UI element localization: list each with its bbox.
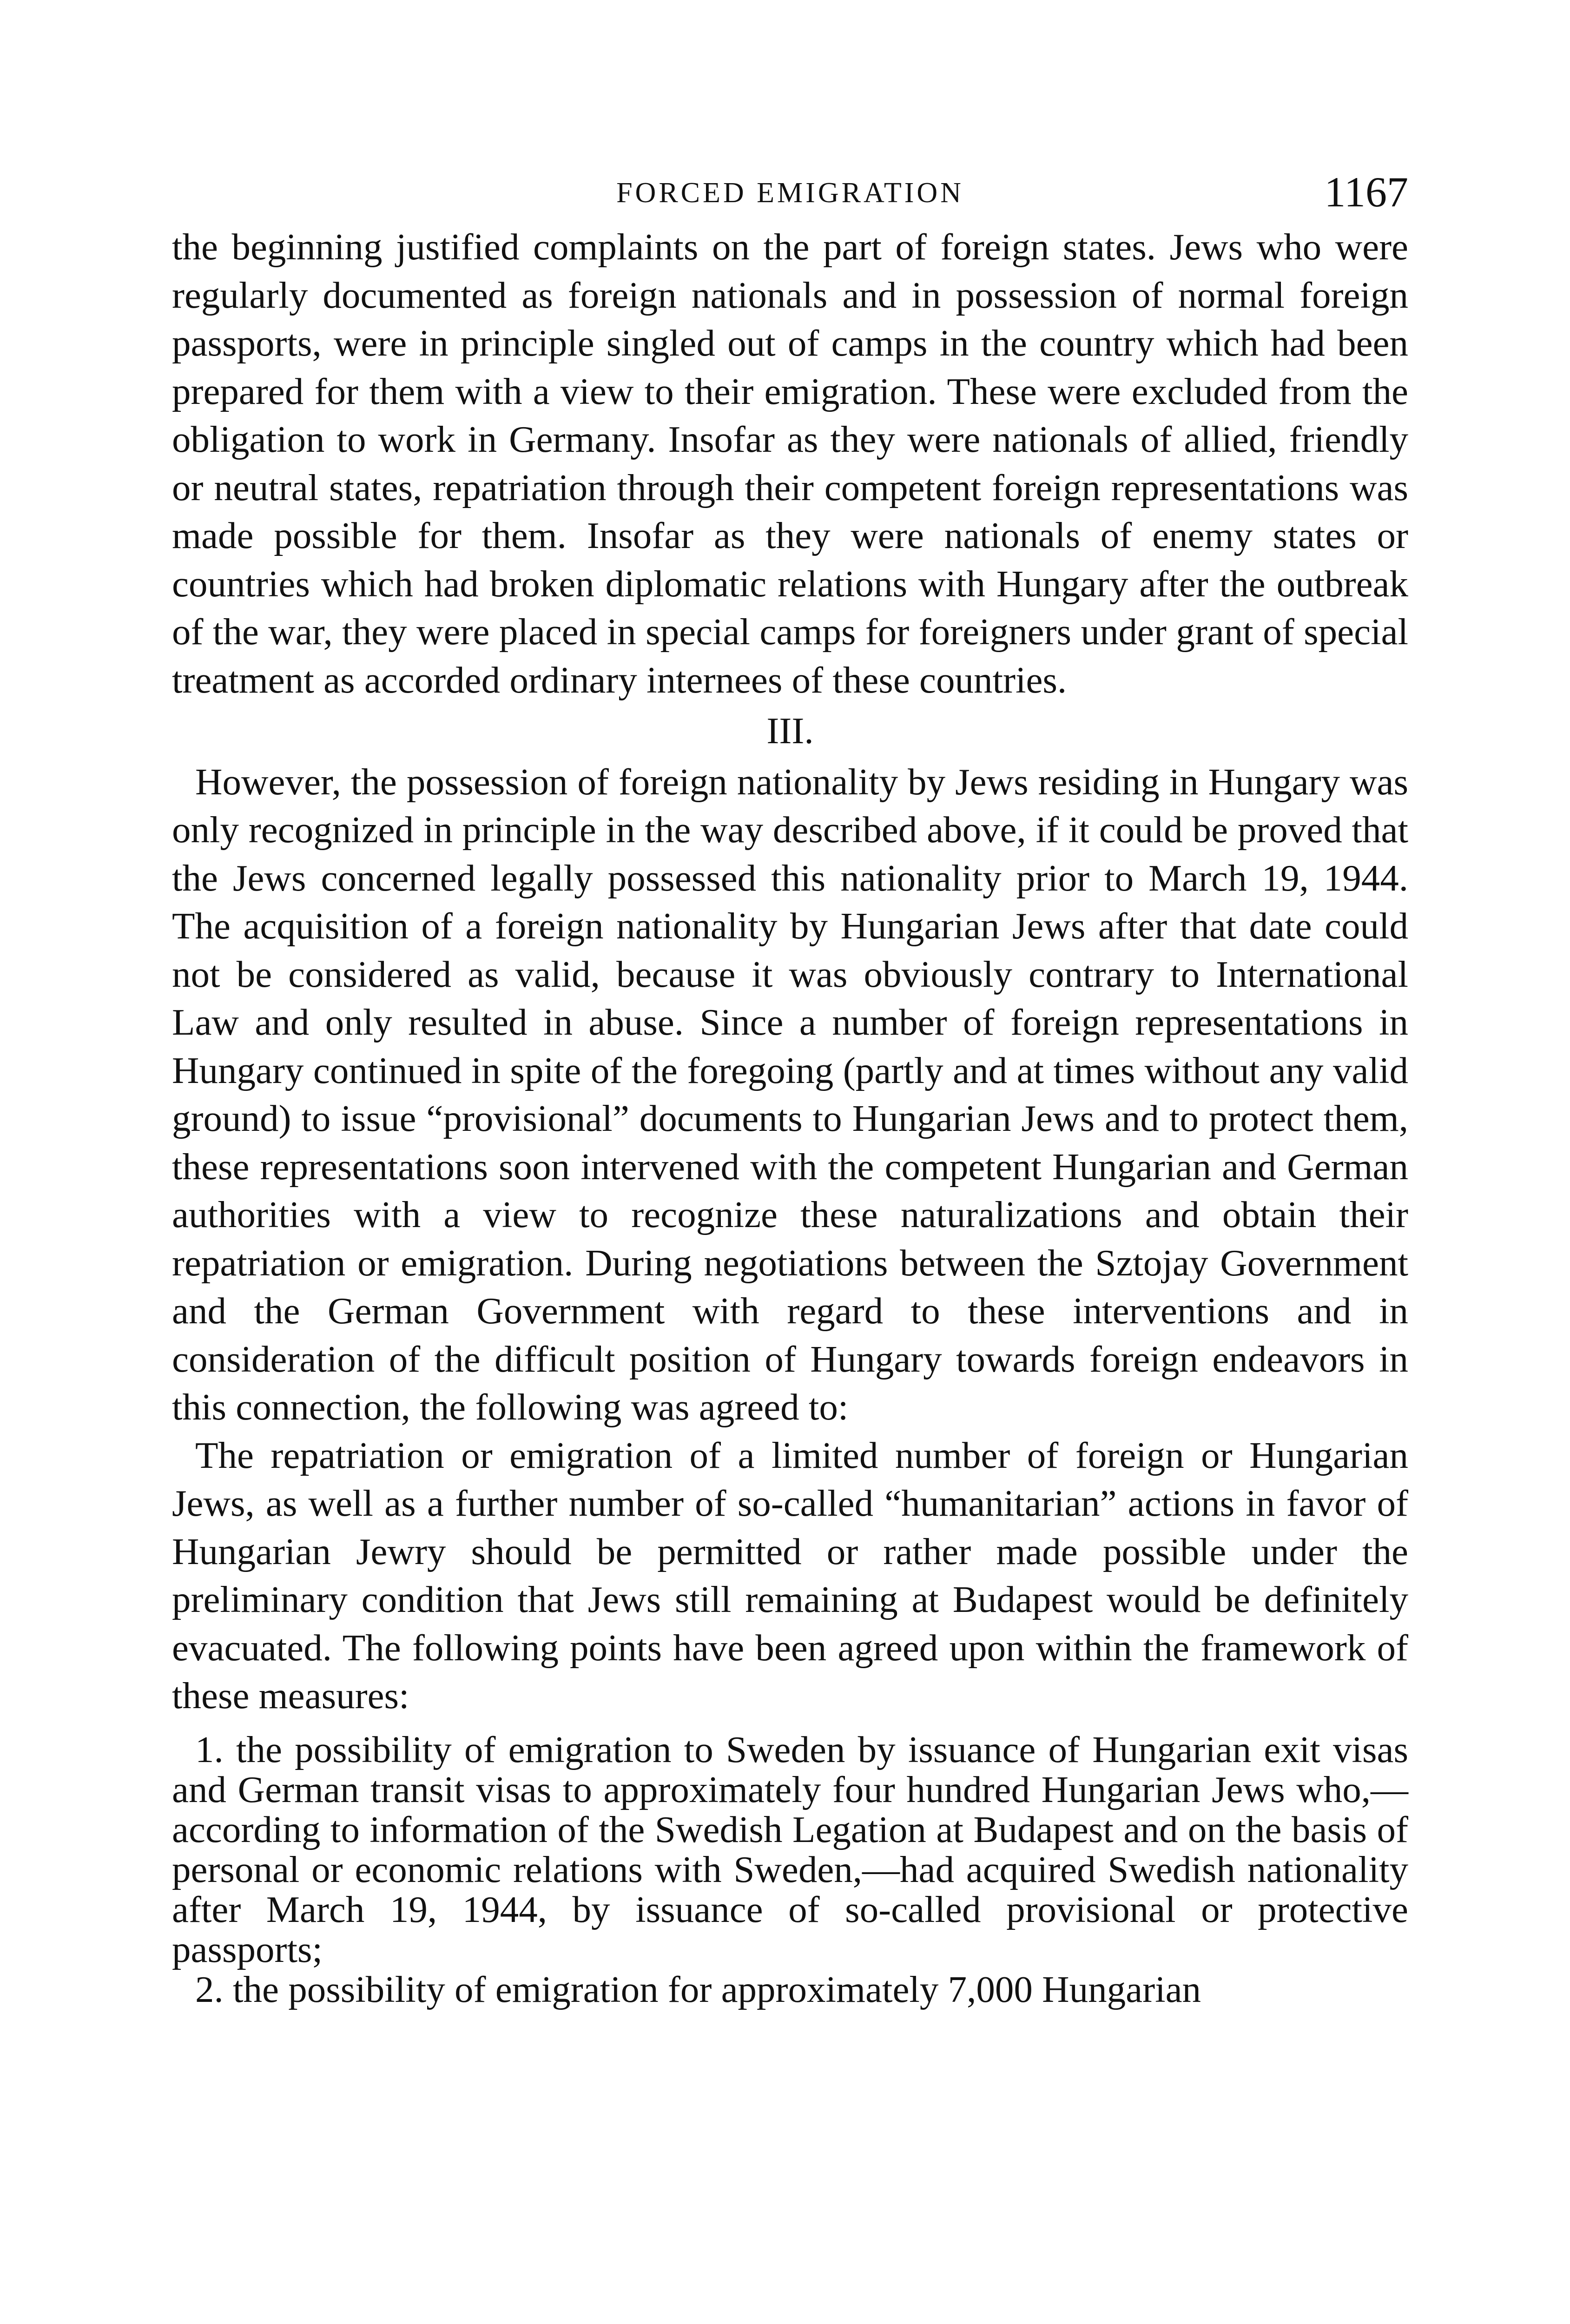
body-paragraph: The repatriation or emigration of a limited number of foreign or Hungarian Jews, as well as a further number of so-called “humanitarian” actions in favor of Hungarian Jewry should be permitted or rather made possible under the preliminary condition that Jews still remaining at Budapest would be definitely evacuated. The following points have been agreed upon within the framework of these measures: <box>172 1434 1408 1717</box>
document-page <box>172 167 1408 2009</box>
body-paragraph: However, the possession of foreign nationality by Jews residing in Hungary was only recognized in principle in the way described above, if it could be proved that the Jews concerned legally possessed this nationality prior to March 19, 1944. The acquisition of a foreign nationality by Hungarian Jews after that date could not be considered as valid, because it was obviously contrary to International Law and only resulted in abuse. Since a number of foreign representations in Hungary continued in spite of the foregoing (partly and at times without any valid ground) to issue “provisional” documents to Hungarian Jews and to protect them, these representations soon intervened with the competent Hungarian and German authorities with a view to recognize these naturalizations and obtain their repatriation or emigration. During negotiations between the Sztojay Government and the German Government with regard to these interventions and in consideration of the difficult position of Hungary towards foreign endeavors in this connection, the following was agreed to: <box>172 760 1408 1428</box>
running-title: FORCED EMIGRATION <box>616 177 964 209</box>
section-heading: III. <box>766 710 814 752</box>
body-paragraph-continued: the beginning justified complaints on the part of foreign states. Jews who were regularly documented as foreign nationals and in possession of normal foreign passports, were in principle singled out of camps in the country which had been prepared for them with a view to their emigration. These were excluded from the obligation to work in Germany. Insofar as they were nationals of allied, friendly or neutral states, repatriation through their competent foreign representations was made possible for them. Insofar as they were nationals of enemy states or countries which had broken diplomatic relations with Hungary after the outbreak of the war, they were placed in special camps for foreigners under grant of special treatment as accorded ordinary internees of these countries. <box>172 226 1408 701</box>
running-header <box>172 167 1408 223</box>
list-item: 1. the possibility of emigration to Sweden by issuance of Hungarian exit visas and German transit visas to approximately four hundred Hungarian Jews who,—according to information of the Swedish Legation at Budapest and on the basis of personal or economic relations with Sweden,—had acquired Swedish nationality after March 19, 1944, by issuance of so-called provisional or protective passports; <box>172 1728 1408 1970</box>
page-number: 1167 <box>1324 168 1408 216</box>
list-item: 2. the possibility of emigration for approximately 7,000 Hungarian <box>195 1968 1201 2010</box>
numbered-list <box>172 1730 1408 2009</box>
